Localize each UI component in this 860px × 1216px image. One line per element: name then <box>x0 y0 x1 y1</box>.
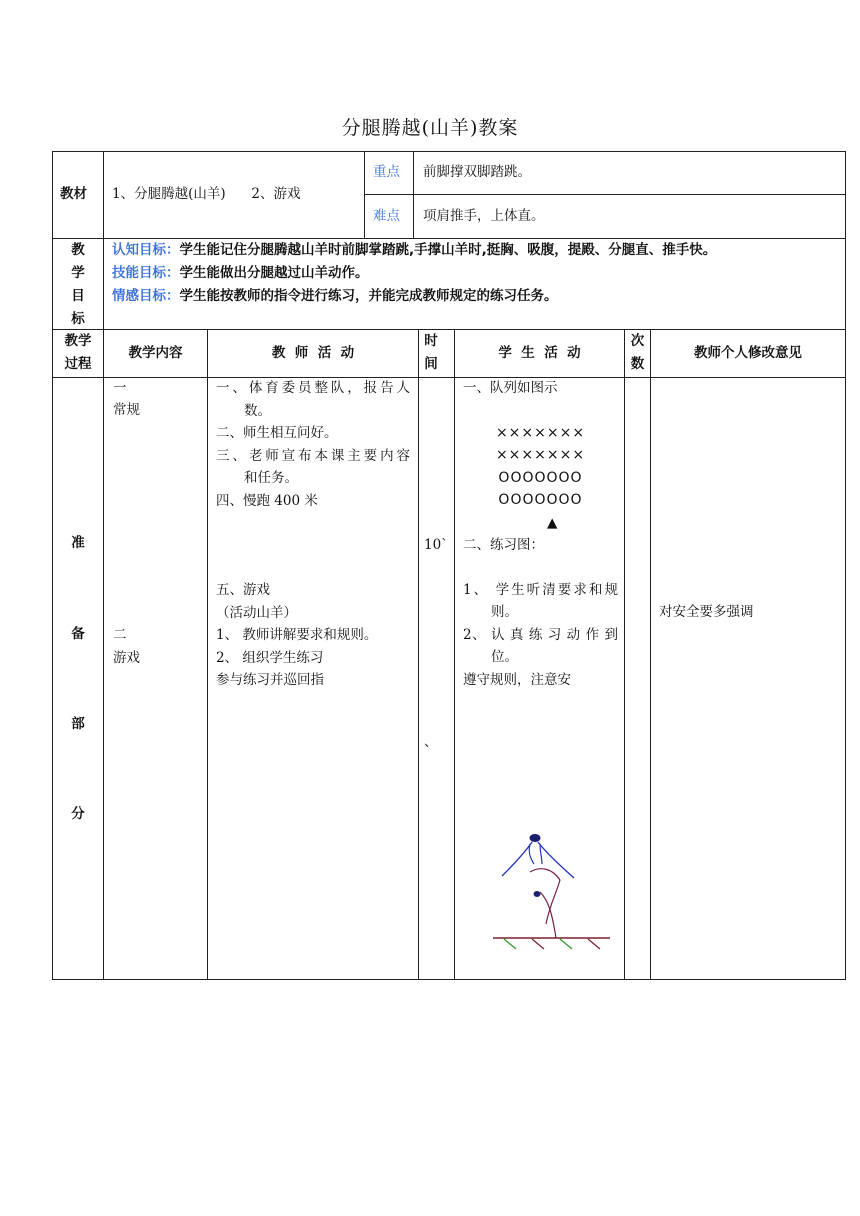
formation-row: OOOOOOO <box>498 469 583 486</box>
student-line: 一、队列如图示 <box>463 380 558 396</box>
student-line: 则。 <box>491 604 518 620</box>
ground-hatch <box>560 939 572 949</box>
phase-char: 准 <box>71 535 85 551</box>
student-activity <box>463 377 618 691</box>
table-line-columns-bottom <box>52 377 846 378</box>
goal-cognitive-text: 学生能记住分腿腾越山羊时前脚掌踏跳,手撑山羊时,挺胸、吸腹，提殿、分腿直、推手快。 <box>179 242 717 258</box>
teacher-line: 三、老师宣布本课主要内容 <box>216 447 410 464</box>
teacher-activity-routine <box>216 377 410 512</box>
teacher-line: 五、游戏 <box>216 582 270 598</box>
student-line: 1、 学生听清要求和规 <box>463 581 618 598</box>
col-header-count <box>625 330 650 375</box>
col-header-count-char: 次 <box>630 333 645 349</box>
teacher-line: 1、 教师讲解要求和规则。 <box>216 627 378 643</box>
goal-skill-label: 技能目标： <box>112 265 180 281</box>
goals-label-char: 标 <box>71 311 85 327</box>
student-line: 位。 <box>491 649 518 665</box>
phase-char: 备 <box>71 626 85 642</box>
teacher-line: 参与练习并巡回指 <box>216 672 324 688</box>
goal-affective-text: 学生能按教师的指令进行练习，并能完成教师规定的练习任务。 <box>179 288 558 304</box>
col-header-content: 教学内容 <box>128 345 183 361</box>
content-part2-name: 游戏 <box>113 650 140 666</box>
col-header-time <box>419 330 443 375</box>
col-header-student: 学 生 活 动 <box>498 345 581 361</box>
ground-hatch <box>504 939 516 949</box>
ground-hatch <box>588 939 600 949</box>
col-header-time-char: 时 <box>424 333 438 349</box>
student-line: 遵守规则，注意安 <box>463 671 571 688</box>
key-point-label: 重点 <box>373 164 400 180</box>
jumper-left-arm <box>502 842 532 876</box>
col-line-process <box>103 151 104 980</box>
col-line-content <box>207 329 208 980</box>
table-border-right <box>845 151 846 980</box>
goal-cognitive-label: 认知目标： <box>112 242 180 258</box>
goals-label-char: 目 <box>71 288 85 304</box>
col-header-time-char: 间 <box>424 355 438 372</box>
teacher-line: 一、体育委员整队，报告人 <box>216 380 410 396</box>
goal-affective-label: 情感目标： <box>112 288 180 304</box>
col-header-process-line: 过程 <box>64 355 92 372</box>
teacher-line: 和任务。 <box>244 470 298 486</box>
teacher-line: （活动山羊） <box>216 604 297 621</box>
jumper-right-arm <box>538 842 574 878</box>
goals-label-char: 学 <box>71 265 85 281</box>
key-point-value: 前脚撑双脚踏跳。 <box>423 164 531 180</box>
phase-char: 分 <box>71 806 85 822</box>
table-line-columns-top <box>52 329 846 330</box>
material-label: 教材 <box>60 186 87 202</box>
table-border-top <box>52 151 846 152</box>
ground-hatch <box>532 939 544 949</box>
jumper-head <box>530 834 541 842</box>
content-part2-number: 二 <box>113 627 127 643</box>
jumper-body-curve <box>530 869 560 880</box>
goal-affective <box>112 285 558 308</box>
col-line-student <box>624 329 625 980</box>
time-mark: 、 <box>424 734 438 750</box>
teacher-line: 四、慢跑 400 米 <box>216 492 318 509</box>
difficulty-label: 难点 <box>373 208 400 224</box>
formation-row: OOOOOOO <box>498 492 583 508</box>
time-value: 10` <box>424 537 448 553</box>
teacher-position-mark: ▲ <box>547 514 558 531</box>
col-header-teacher: 教 师 活 动 <box>271 345 355 361</box>
teacher-activity-game <box>216 579 416 692</box>
col-line-time <box>454 329 455 980</box>
col-header-notes: 教师个人修改意见 <box>694 345 802 361</box>
jumper-torso-left <box>529 844 534 864</box>
teacher-notes: 对安全要多强调 <box>659 604 754 620</box>
jumper-leg <box>546 880 560 924</box>
table-border-bottom <box>52 979 846 980</box>
student-line: 二、练习图： <box>463 537 544 553</box>
teacher-line: 数。 <box>244 402 271 419</box>
table-line-header-mid <box>364 194 846 195</box>
goal-cognitive <box>112 239 716 262</box>
formation-row: ××××××× <box>495 424 586 441</box>
goals-label <box>60 239 96 331</box>
col-header-process-line: 教学 <box>64 333 92 349</box>
teacher-line: 2、 组织学生练习 <box>216 649 324 666</box>
vault-illustration <box>490 828 620 953</box>
content-part1-number: 一 <box>113 380 127 396</box>
page-title: 分腿腾越(山羊)教案 <box>341 117 519 139</box>
difficulty-value: 项肩推手，上体直。 <box>423 208 545 224</box>
goal-skill-text: 学生能做出分腿越过山羊动作。 <box>179 265 369 281</box>
col-line-header-value <box>413 151 414 239</box>
teacher-line: 二、师生相互问好。 <box>216 425 338 441</box>
formation-row: ××××××× <box>495 447 586 463</box>
col-header-process <box>53 330 103 375</box>
goal-skill <box>112 262 369 285</box>
col-line-header-key <box>364 151 365 239</box>
col-line-teacher <box>418 329 419 980</box>
partner-head <box>534 891 541 897</box>
content-part1-name: 常规 <box>113 402 140 418</box>
col-line-count <box>650 329 651 980</box>
col-header-count-char: 数 <box>630 355 645 372</box>
phase-char: 部 <box>71 716 85 732</box>
table-border-left <box>52 151 53 980</box>
goals-label-char: 教 <box>71 242 85 258</box>
material-value: 1、分腿腾越(山羊) 2、游戏 <box>112 186 301 202</box>
student-line: 2、 认 真 练 习 动 作 到 <box>463 626 618 643</box>
